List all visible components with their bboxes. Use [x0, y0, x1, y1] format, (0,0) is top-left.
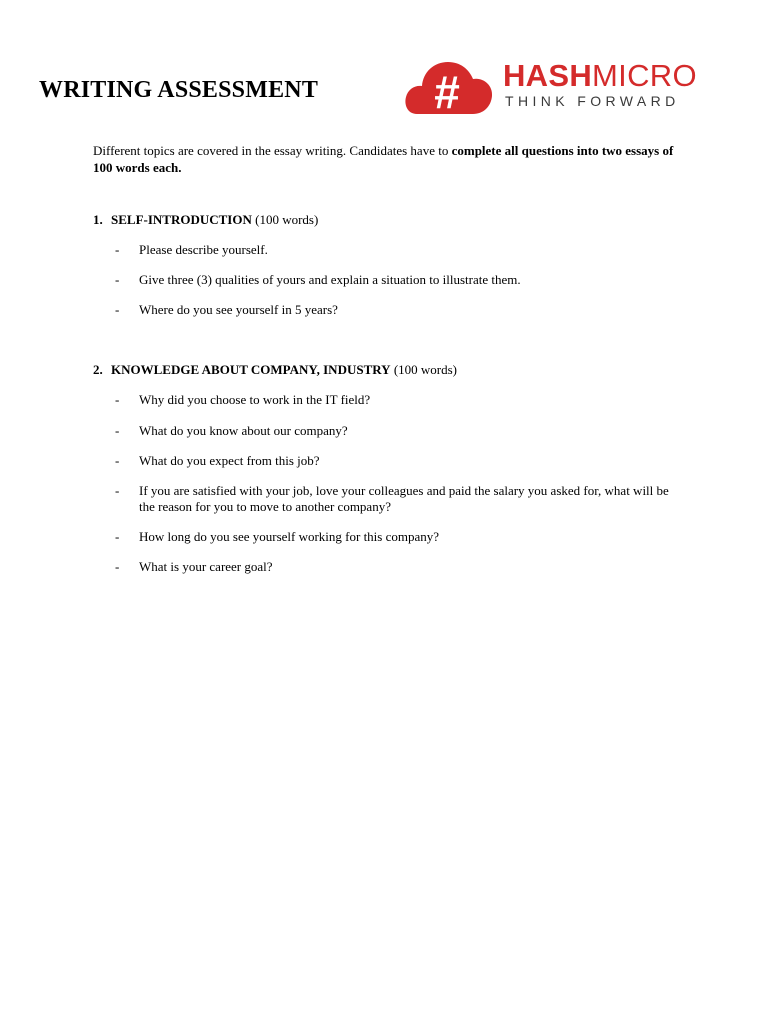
question-item: [115, 272, 675, 288]
logo-wordmark: [503, 58, 697, 94]
bullet-dash: -: [115, 302, 120, 317]
question-item: [115, 529, 675, 545]
cloud-hash-icon: [403, 58, 495, 116]
intro-emphasis: complete all questions into two essays of 100 words each.: [93, 143, 674, 175]
question-item: [115, 242, 675, 258]
section-heading-self-introduction: [93, 211, 318, 228]
section-number: 1.: [93, 212, 103, 227]
section-title: SELF-INTRODUCTION: [111, 212, 252, 227]
document-title: WRITING ASSESSMENT: [39, 77, 319, 103]
logo-tagline: THINK FORWARD: [505, 93, 680, 109]
logo-wordmark-micro: MICRO: [592, 58, 697, 93]
intro-text: Different topics are covered in the essay writing. Candidates have to: [93, 143, 452, 158]
bullet-dash: -: [115, 559, 120, 574]
intro-paragraph: [93, 142, 683, 176]
question-text: Why did you choose to work in the IT field?: [139, 392, 371, 407]
question-item: [115, 559, 675, 575]
question-item: [115, 483, 675, 514]
section-heading-knowledge: [93, 361, 457, 378]
question-item: [115, 392, 675, 408]
question-text: Where do you see yourself in 5 years?: [139, 302, 338, 317]
bullet-dash: -: [115, 529, 120, 544]
question-text: What do you know about our company?: [139, 423, 348, 438]
question-item: [115, 453, 675, 469]
section-word-count: (100 words): [390, 362, 458, 377]
question-text: If you are satisfied with your job, love your colleagues and paid the salary you asked for, what will be the reason for you to move to another company?: [139, 483, 669, 514]
hashmicro-logo: [403, 58, 713, 116]
bullet-dash: -: [115, 392, 120, 407]
bullet-dash: -: [115, 423, 120, 438]
section-title: KNOWLEDGE ABOUT COMPANY, INDUSTRY: [111, 362, 391, 377]
bullet-dash: -: [115, 453, 120, 468]
question-text: How long do you see yourself working for this company?: [139, 529, 440, 544]
question-text: What is your career goal?: [139, 559, 273, 574]
question-text: Give three (3) qualities of yours and explain a situation to illustrate them.: [139, 272, 521, 287]
question-item: [115, 302, 675, 318]
question-item: [115, 423, 675, 439]
bullet-dash: -: [115, 272, 120, 287]
logo-wordmark-hash: HASH: [503, 58, 593, 93]
bullet-dash: -: [115, 242, 120, 257]
bullet-dash: -: [115, 483, 120, 498]
section-word-count: (100 words): [251, 212, 319, 227]
question-text: Please describe yourself.: [139, 242, 268, 257]
question-text: What do you expect from this job?: [139, 453, 320, 468]
section-number: 2.: [93, 362, 103, 377]
svg-text:#: #: [434, 66, 460, 116]
